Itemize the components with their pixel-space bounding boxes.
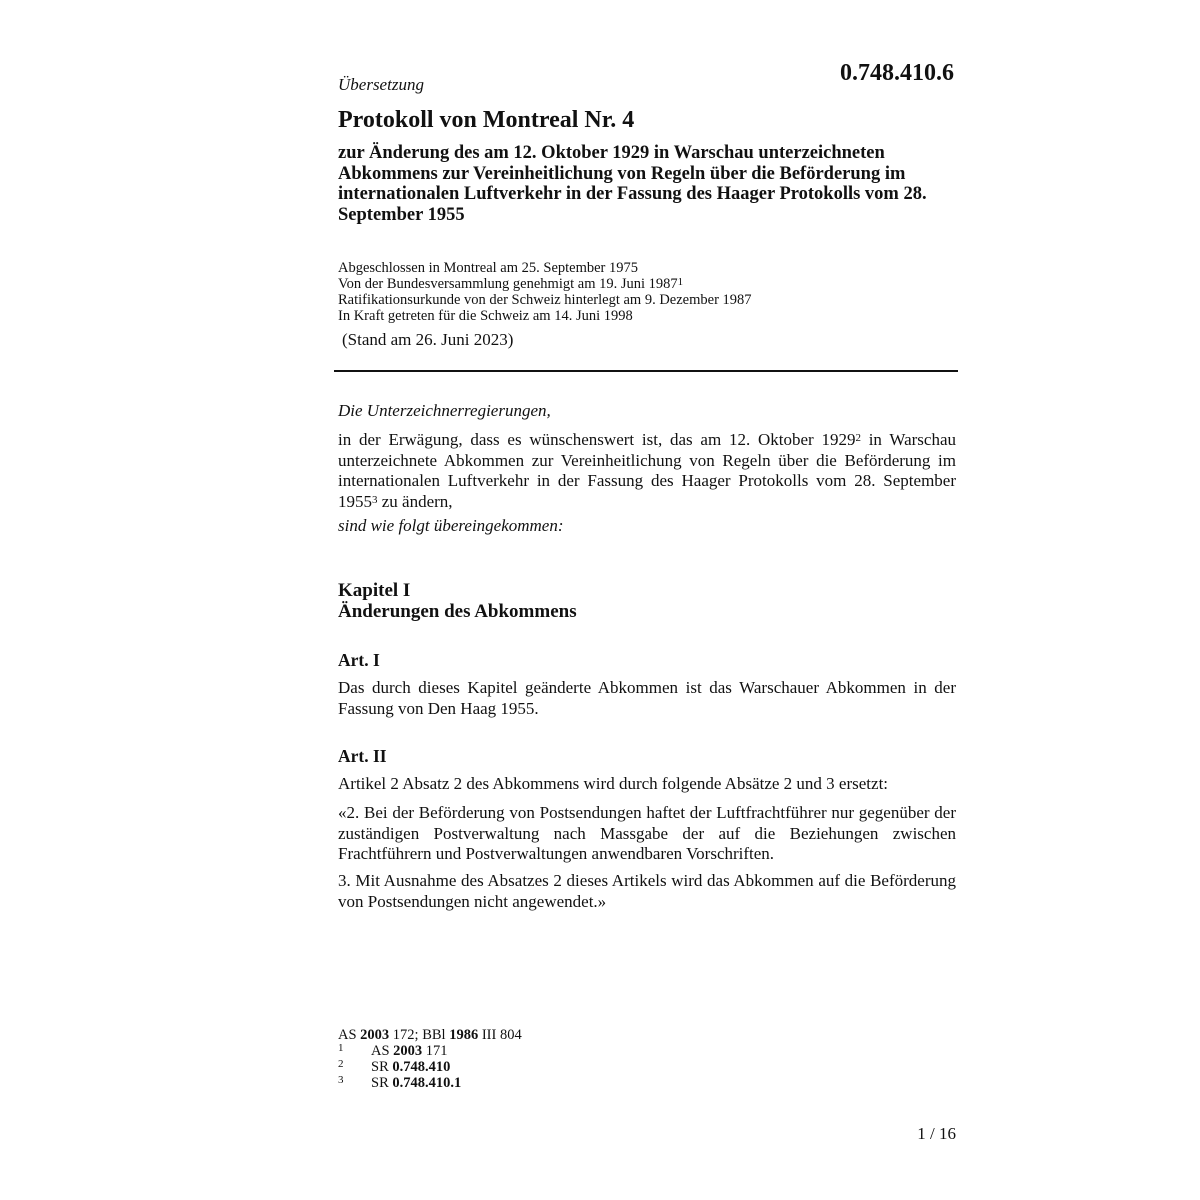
header-divider xyxy=(334,370,958,372)
footnote-text: SR 0.748.410 xyxy=(371,1059,451,1075)
document-subtitle: zur Änderung des am 12. Oktober 1929 in Warschau unterzeichneten Abkommens zur Vereinheitlichung von Regeln über die Beförderung im internationalen Luftverkehr in der Fassung des Haager Protokolls vom 28. September 1955 xyxy=(338,143,927,225)
status-date: (Stand am 26. Juni 2023) xyxy=(342,330,514,349)
preamble-part-2: in Warschau unterzeichnete Abkommen zur Vereinheitlichung von Regeln über die Beförderung im internationalen Luftverkehr in der Fassung des Haager Protokolls vom 28. September 1955 xyxy=(338,430,956,511)
source-bbl-year: 1986 xyxy=(449,1027,479,1043)
in-force-line: In Kraft getreten für die Schweiz am 14. Juni 1998 xyxy=(338,308,633,324)
page-number: 1 / 16 xyxy=(917,1124,956,1143)
article-1-text: Das durch dieses Kapitel geänderte Abkommen ist das Warschauer Abkommen in der Fassung von Den Haag 1955. xyxy=(338,678,956,718)
source-bbl-rest: III 804 xyxy=(478,1027,522,1043)
footnotes xyxy=(338,1027,522,1091)
concluded-line: Abgeschlossen in Montreal am 25. September 1975 xyxy=(338,260,639,276)
footnote-number: 3 xyxy=(338,1074,344,1086)
footnote-number: 1 xyxy=(338,1042,344,1054)
document-metadata xyxy=(338,260,752,324)
footnote-number: 2 xyxy=(338,1058,344,1070)
article-2-heading: Art. II xyxy=(338,746,387,766)
article-2-paragraph-2: «2. Bei der Beförderung von Postsendungen haftet der Luftfrachtführer nur gegenüber der zuständigen Postverwaltung nach Massgabe der auf die Beziehungen zwischen Frachtführern und Postverwaltungen anwendbaren Vorschriften. xyxy=(338,803,956,863)
footnote-ref-3[interactable]: 3 xyxy=(372,493,378,506)
article-2-paragraph-3: 3. Mit Ausnahme des Absatzes 2 dieses Artikels wird das Abkommen auf die Beförderung von Postsendungen nicht angewendet.» xyxy=(338,871,956,911)
chapter-heading xyxy=(338,580,577,622)
approved-text: Von der Bundesversammlung genehmigt am 19. Juni 1987 xyxy=(338,276,678,292)
footnote-ref-2[interactable]: 2 xyxy=(855,432,861,444)
article-1-heading: Art. I xyxy=(338,650,380,670)
approved-line xyxy=(338,276,752,292)
agreed-line: sind wie folgt übereingekommen: xyxy=(338,516,564,535)
ratified-line: Ratifikationsurkunde von der Schweiz hinterlegt am 9. Dezember 1987 xyxy=(338,292,752,308)
preamble-text xyxy=(338,430,956,512)
footnote-text: SR 0.748.410.1 xyxy=(371,1075,462,1091)
translation-label: Übersetzung xyxy=(338,75,424,94)
chapter-number: Kapitel I xyxy=(338,580,411,601)
preamble-part-3: zu ändern, xyxy=(377,491,453,511)
document-title: Protokoll von Montreal Nr. 4 xyxy=(338,107,635,133)
source-as-year: 2003 xyxy=(360,1027,390,1043)
sr-number: 0.748.410.6 xyxy=(840,60,954,86)
source-as-rest: 172; BBl xyxy=(389,1027,450,1043)
article-2-intro: Artikel 2 Absatz 2 des Abkommens wird durch folgende Absätze 2 und 3 ersetzt: xyxy=(338,774,889,793)
preamble-part-1: in der Erwägung, dass es wünschenswert ist, das am 12. Oktober 1929 xyxy=(338,430,856,449)
footnote-ref-1[interactable]: 1 xyxy=(677,276,684,288)
signatories-line: Die Unterzeichnerregierungen, xyxy=(338,401,551,420)
source-as-prefix: AS xyxy=(338,1027,361,1043)
chapter-title: Änderungen des Abkommens xyxy=(338,601,577,622)
footnote-text: AS 2003 171 xyxy=(371,1043,448,1059)
footnote-3 xyxy=(338,1075,522,1091)
